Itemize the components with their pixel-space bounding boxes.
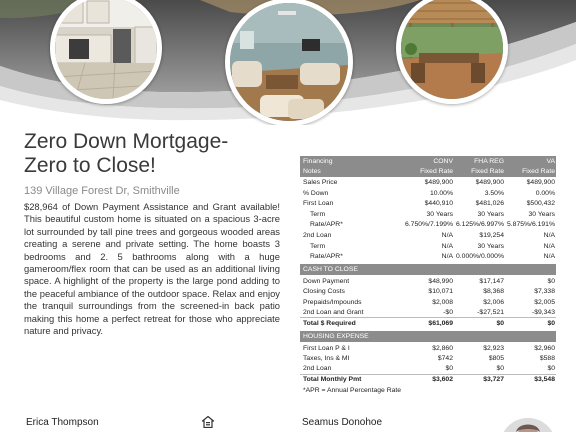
table-cell: $17,147	[479, 277, 504, 285]
table-cell: $481,026	[475, 200, 504, 208]
table-cell: $7,338	[534, 288, 555, 296]
table-cell: $0	[496, 365, 504, 373]
table-row	[300, 177, 556, 188]
table-cell: N/A	[441, 231, 453, 239]
table-row	[300, 251, 556, 262]
table-cell: Fixed Rate	[522, 168, 555, 176]
table-cell: 30 Years	[477, 242, 504, 250]
table-row	[300, 198, 556, 209]
agent-name-1: Erica Thompson	[26, 417, 99, 428]
table-cell: -$9,343	[531, 309, 555, 317]
housing-expense-header: HOUSING EXPENSE	[300, 331, 556, 342]
table-cell: First Loan	[303, 200, 334, 208]
table-cell: Sales Price	[303, 178, 338, 186]
cash-to-close-header: CASH TO CLOSE	[300, 264, 556, 275]
table-cell: 2nd Loan	[303, 365, 332, 373]
table-cell: $2,860	[432, 344, 453, 352]
total-required-row	[300, 318, 556, 329]
table-row	[300, 364, 556, 375]
table-cell: $3,548	[534, 376, 555, 384]
table-cell: $2,923	[483, 344, 504, 352]
table-cell: $19,254	[479, 231, 504, 239]
table-cell: VA	[546, 157, 555, 165]
table-cell: $0	[547, 365, 555, 373]
table-cell: 30 Years	[528, 210, 555, 218]
table-cell: 5.875%/6.191%	[507, 221, 555, 229]
table-cell: Total Monthly Pmt	[303, 376, 362, 384]
table-cell: $440,910	[424, 200, 453, 208]
table-cell: $500,432	[526, 200, 555, 208]
table-cell: First Loan P & I	[303, 344, 350, 352]
table-cell: Closing Costs	[303, 288, 345, 296]
table-cell: $742	[437, 355, 453, 363]
table-cell: Fixed Rate	[420, 168, 453, 176]
listing-title	[24, 130, 284, 178]
table-cell: $0	[547, 277, 555, 285]
table-row	[300, 188, 556, 199]
table-cell: $61,069	[428, 320, 453, 328]
table-row	[300, 241, 556, 252]
table-cell: $10,071	[428, 288, 453, 296]
table-cell: N/A	[543, 253, 555, 261]
table-cell: 6.750%/7.199%	[405, 221, 453, 229]
property-description: $28,964 of Down Payment Assistance and Grant available! This beautiful custom home is situated on a spacious 3-acre lot surrounded by tall pine trees and gorgeous wooded areas creating a serene and private setting. The home boasts 3 bedrooms and 2. 5 bathrooms along with a huge gameroom/flex room that can be used as an additional living space. A highlight of the property is the large pond adding to the peaceful ambiance of the outdoor space. Relax and enjoy the tranquil surroundings from the screened-in back patio making this home a perfect retreat for those who appreciate nature and privacy.	[24, 201, 280, 337]
table-row	[300, 308, 556, 319]
table-cell: $3,602	[432, 376, 453, 384]
table-cell: $3,727	[483, 376, 504, 384]
table-cell: N/A	[543, 242, 555, 250]
table-cell: 6.125%/6.997%	[456, 221, 504, 229]
table-row	[300, 354, 556, 365]
listing-title-line-1: Zero Down Mortgage-	[24, 130, 229, 153]
table-row	[300, 209, 556, 220]
table-cell: Down Payment	[303, 277, 350, 285]
table-cell: $588	[539, 355, 555, 363]
table-cell: Rate/APR*	[310, 221, 343, 229]
table-row	[300, 220, 556, 231]
table-cell: $489,900	[526, 178, 555, 186]
table-cell: 10.00%	[429, 189, 453, 197]
table-cell: $2,005	[534, 298, 555, 306]
table-header-row	[300, 156, 556, 167]
table-cell: -$0	[443, 309, 453, 317]
agent-name-2: Seamus Donohoe	[302, 417, 383, 428]
table-cell: % Down	[303, 189, 329, 197]
table-cell: $489,900	[475, 178, 504, 186]
equal-housing-icon	[202, 416, 214, 428]
table-row	[300, 343, 556, 354]
table-cell: 30 Years	[477, 210, 504, 218]
table-cell: $805	[488, 355, 504, 363]
table-row	[300, 230, 556, 241]
apr-note: *APR = Annual Percentage Rate	[303, 387, 402, 395]
table-cell: -$27,521	[477, 309, 504, 317]
table-cell: Taxes, Ins & MI	[303, 355, 350, 363]
listing-title-line-2: Zero to Close!	[24, 154, 156, 177]
table-cell: CONV	[433, 157, 453, 165]
table-cell: $48,990	[428, 277, 453, 285]
table-cell: $0	[547, 320, 555, 328]
table-cell: $0	[445, 365, 453, 373]
table-cell: $489,900	[424, 178, 453, 186]
table-cell: 0.00%	[535, 189, 555, 197]
table-cell: Financing	[303, 157, 333, 165]
table-cell: 2nd Loan and Grant	[303, 309, 364, 317]
property-address: 139 Village Forest Dr, Smithville	[24, 185, 180, 197]
table-cell: $2,008	[432, 298, 453, 306]
table-cell: Prepaids/Impounds	[303, 298, 362, 306]
agent-avatar	[500, 418, 556, 432]
table-header-row	[300, 167, 556, 178]
table-cell: $0	[496, 320, 504, 328]
table-cell: Total $ Required	[303, 320, 356, 328]
table-cell: Term	[310, 210, 326, 218]
table-cell: Rate/APR*	[310, 253, 343, 261]
table-cell: $8,368	[483, 288, 504, 296]
table-row	[300, 297, 556, 308]
table-row	[300, 287, 556, 298]
table-cell: N/A	[543, 231, 555, 239]
table-cell: Fixed Rate	[471, 168, 504, 176]
table-cell: N/A	[441, 253, 453, 261]
header-photo-band	[0, 0, 576, 125]
table-cell: N/A	[441, 242, 453, 250]
table-cell: FHA REG	[474, 157, 504, 165]
table-cell: 2nd Loan	[303, 231, 332, 239]
table-cell: Term	[310, 242, 326, 250]
total-monthly-row	[300, 375, 556, 386]
table-cell: 30 Years	[426, 210, 453, 218]
financing-table	[300, 156, 556, 396]
table-cell: 0.000%/0.000%	[456, 253, 504, 261]
living-room-photo	[225, 0, 353, 125]
table-cell: 3.50%	[484, 189, 504, 197]
table-cell: Notes	[303, 168, 321, 176]
table-cell: $2,006	[483, 298, 504, 306]
table-cell: $2,960	[534, 344, 555, 352]
table-row	[300, 276, 556, 287]
